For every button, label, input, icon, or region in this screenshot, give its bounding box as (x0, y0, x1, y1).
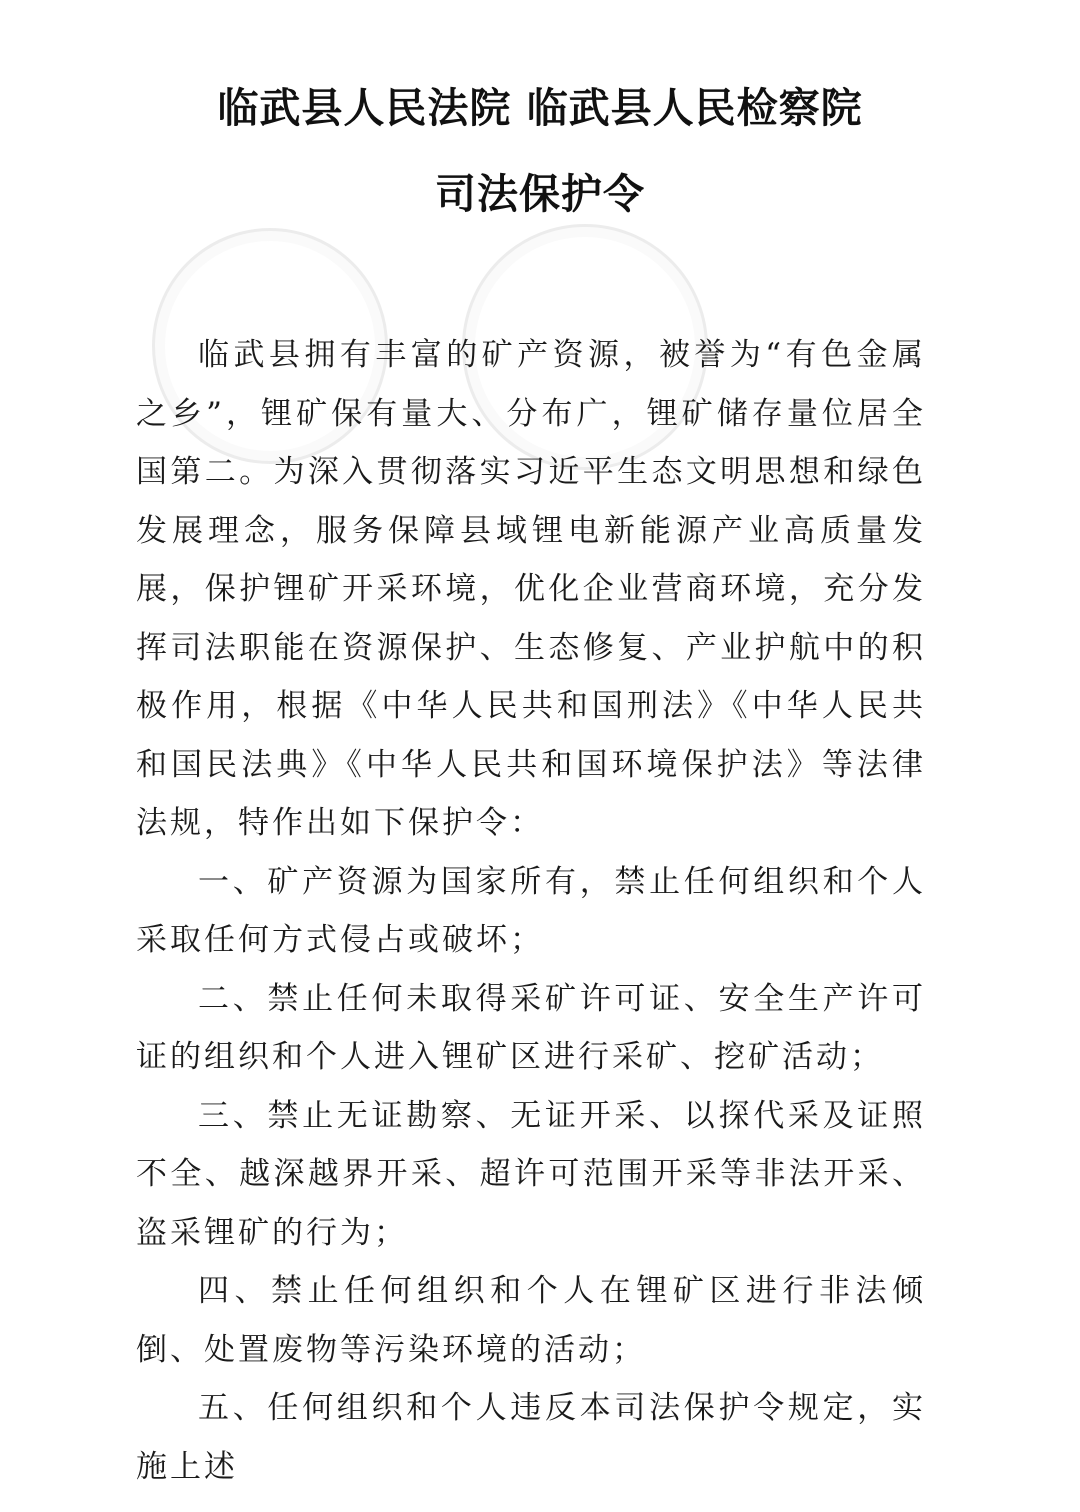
paragraph-item-3: 三、禁止无证勘察、无证开采、以探代采及证照不全、越深越界开采、超许可范围开采等非法开采、盗采锂矿的行为； (136, 1097, 926, 1251)
document-body (136, 326, 926, 1496)
paragraph-intro: 临武县拥有丰富的矿产资源，被誉为“有色金属之乡”，锂矿保有量大、分布广，锂矿储存量位居全国第二。为深入贯彻落实习近平生态文明思想和绿色发展理念，服务保障县域锂电新能源产业高质量发展，保护锂矿开采环境，优化企业营商环境，充分发挥司法职能在资源保护、生态修复、产业护航中的积极作用，根据《中华人民共和国刑法》《中华人民共和国民法典》《中华人民共和国环境保护法》等法律法规，特作出如下保护令： (136, 337, 926, 841)
document-title: 司法保护令 (435, 170, 645, 218)
paragraph-item-2: 二、禁止任何未取得采矿许可证、安全生产许可证的组织和个人进入锂矿区进行采矿、挖矿活动； (136, 980, 926, 1075)
paragraph-item-5: 五、任何组织和个人违反本司法保护令规定，实施上述 (136, 1390, 926, 1485)
paragraph-item-4: 四、禁止任何组织和个人在锂矿区进行非法倾倒、处置废物等污染环境的活动； (136, 1273, 926, 1368)
paragraph-item-1: 一、矿产资源为国家所有，禁止任何组织和个人采取任何方式侵占或破坏； (136, 863, 926, 958)
document-title-issuers: 临武县人民法院 临武县人民检察院 (217, 84, 863, 132)
